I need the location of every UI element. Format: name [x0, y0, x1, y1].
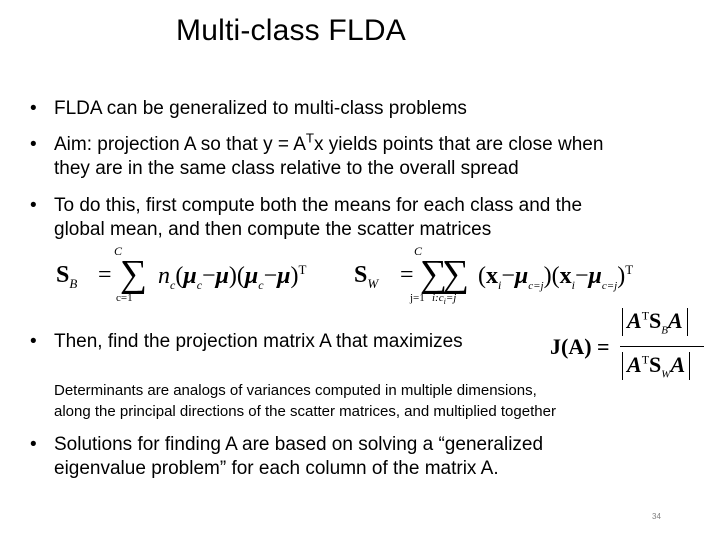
bullet-dot: • — [30, 331, 37, 352]
sw-sum1-symbol: ∑ — [420, 253, 448, 295]
bullet-line: Solutions for finding A are based on solving a “generalized — [54, 434, 544, 455]
bullet-text — [30, 97, 702, 121]
note-line: along the principal directions of the scatter matrices, and multiplied together — [54, 403, 556, 420]
note-line: Determinants are analogs of variances computed in multiple dimensions, — [54, 382, 537, 399]
j-denominator: $A^TS_WA$ — [622, 352, 690, 380]
bullet-text — [30, 130, 702, 181]
bullet-line-part: x yields points that are close when — [314, 134, 604, 155]
equation-sb — [56, 246, 336, 306]
sb-equals: = — [98, 262, 112, 288]
bullet-line: Then, find the projection matrix A that maximizes — [54, 331, 463, 352]
bullet-text — [30, 330, 550, 354]
sb-sum-symbol: ∑ — [120, 253, 148, 295]
note — [54, 380, 704, 422]
equation-j — [550, 306, 710, 388]
sb-term: $n_c(\mu_c-\mu)(\mu_c-\mu)^T$ — [158, 262, 307, 292]
page-number: 34 — [652, 512, 661, 521]
bullet-dot: • — [30, 195, 37, 216]
j-fraction-bar — [620, 346, 704, 347]
bullet-line: global mean, and then compute the scatter matrices — [54, 219, 492, 240]
sw-lhs: $S_W$ — [354, 262, 379, 291]
bullet-line: To do this, first compute both the means for each class and the — [54, 195, 583, 216]
sb-lhs: $S_B$ — [56, 262, 78, 291]
bullet-line: they are in the same class relative to the overall spread — [54, 158, 519, 179]
transpose-superscript: T — [305, 130, 315, 146]
sw-sum1-upper: C — [414, 244, 423, 258]
bullet-3 — [30, 194, 702, 242]
bullet-1 — [30, 97, 702, 121]
j-lhs: J(A) = — [550, 334, 610, 359]
bullet-dot: • — [30, 98, 37, 119]
sw-sum2-lower: $i:c_i=j$ — [432, 292, 457, 307]
bullet-2 — [30, 130, 702, 181]
bullet-line: FLDA can be generalized to multi-class problems — [54, 98, 467, 119]
sb-sum-lower: c=1 — [116, 292, 133, 304]
bullet-4 — [30, 330, 550, 354]
bullet-dot: • — [30, 434, 37, 455]
bullet-text — [30, 194, 702, 242]
bullet-dot: • — [30, 134, 37, 155]
bullet-line: eigenvalue problem” for each column of the matrix A. — [54, 458, 499, 479]
slide-title: Multi-class FLDA — [176, 14, 406, 47]
sb-sum-upper: C — [114, 244, 123, 258]
sw-term: $(x_i-\mu_{c=j})(x_i-\mu_{c=j})^T$ — [478, 262, 634, 292]
bullet-line-part: Aim: projection A so that y = A — [54, 134, 306, 155]
sw-sum1-lower: j=1 — [410, 292, 425, 304]
bullet-line — [54, 130, 702, 157]
sw-equals: = — [400, 262, 414, 288]
bullet-text — [30, 433, 702, 481]
bullet-5 — [30, 433, 702, 481]
j-numerator: $A^TS_BA$ — [622, 308, 688, 336]
sw-sum2-symbol: ∑ — [442, 253, 470, 295]
